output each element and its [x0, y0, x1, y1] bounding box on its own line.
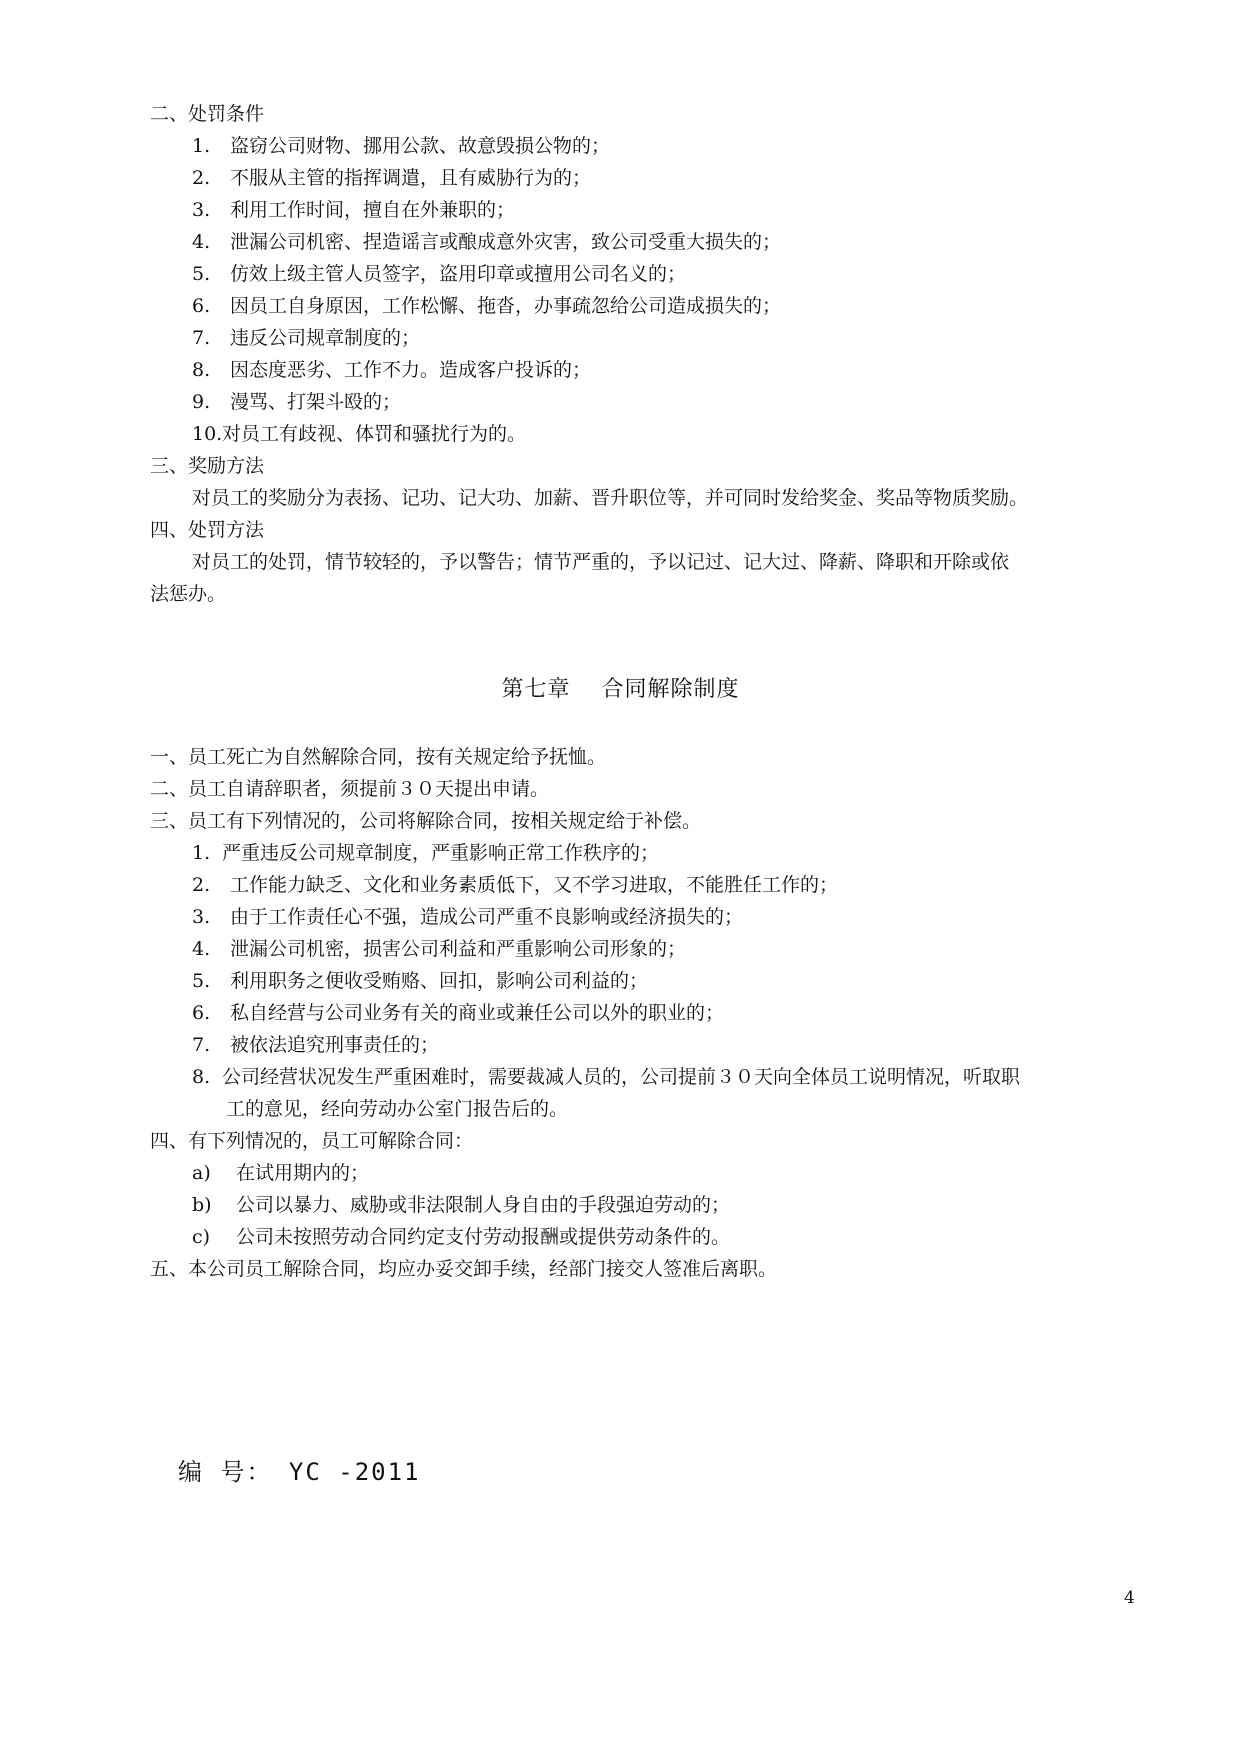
list-item — [192, 1065, 1020, 1089]
list-item — [192, 969, 648, 993]
list-item-text: 在试用期内的； — [236, 1162, 370, 1184]
chapter-title: 第七章 合同解除制度 — [501, 677, 740, 702]
list-item-number: c) — [192, 1226, 211, 1248]
list-item-number: 1. — [192, 842, 211, 864]
list-item-text: 仿效上级主管人员签字，盗用印章或擅用公司名义的； — [230, 263, 687, 285]
page-number: 4 — [1124, 1588, 1135, 1608]
list-item — [192, 294, 781, 318]
list-item-text: 利用工作时间，擅自在外兼职的； — [230, 199, 516, 221]
list-item-number: 6. — [192, 295, 211, 317]
list-item — [192, 262, 686, 286]
list-item — [192, 905, 743, 929]
list-item-text: 私自经营与公司业务有关的商业或兼任公司以外的职业的； — [230, 1002, 725, 1024]
list-item-text: 公司经营状况发生严重困难时，需要裁减人员的，公司提前３０天向全体员工说明情况，听取职 — [222, 1066, 1021, 1088]
list-item — [192, 873, 838, 897]
list-item — [192, 841, 659, 865]
list-item — [192, 1001, 724, 1025]
list-item-text: 违反公司规章制度的； — [230, 327, 421, 349]
clause-heading: 四、有下列情况的，员工可解除合同： — [150, 1130, 474, 1152]
list-item-text: 公司以暴力、威胁或非法限制人身自由的手段强迫劳动的； — [236, 1194, 731, 1216]
list-item-number: 7. — [192, 327, 211, 349]
list-item-continuation: 工的意见，经向劳动办公室门报告后的。 — [226, 1098, 569, 1120]
clause: 二、员工自请辞职者，须提前３０天提出申请。 — [150, 778, 550, 800]
list-item — [192, 1033, 439, 1057]
list-item-number: 5. — [192, 263, 211, 285]
list-item — [192, 166, 591, 190]
list-item-number: b) — [192, 1194, 212, 1216]
list-item — [192, 230, 781, 254]
list-item — [192, 198, 515, 222]
list-item-text: 工作能力缺乏、文化和业务素质低下，又不学习进取，不能胜任工作的； — [230, 874, 839, 896]
list-item-number: 1. — [192, 135, 211, 157]
list-item-text: 利用职务之便收受贿赂、回扣，影响公司利益的； — [230, 970, 649, 992]
list-item-text: 由于工作责任心不强，造成公司严重不良影响或经济损失的； — [230, 906, 744, 928]
paragraph-continuation: 法惩办。 — [150, 583, 227, 605]
list-item-text: 不服从主管的指挥调遣，且有威胁行为的； — [230, 167, 592, 189]
list-item — [192, 937, 686, 961]
list-item-number: 7. — [192, 1034, 211, 1056]
list-item-text: 被依法追究刑事责任的； — [230, 1034, 440, 1056]
section-heading-punish-conditions: 二、处罚条件 — [150, 103, 265, 125]
list-item-number: 2. — [192, 874, 211, 896]
paragraph: 对员工的奖励分为表扬、记功、记大功、加薪、晋升职位等，并可同时发给奖金、奖品等物质奖励。 — [192, 487, 1029, 509]
clause-heading: 三、员工有下列情况的，公司将解除合同，按相关规定给于补偿。 — [150, 810, 702, 832]
list-item — [192, 134, 610, 158]
list-item — [192, 326, 420, 350]
document-number: 编 号： YC -2011 — [178, 1458, 421, 1486]
list-item-number: 9. — [192, 391, 211, 413]
list-item-number: 4. — [192, 938, 211, 960]
clause: 一、员工死亡为自然解除合同，按有关规定给予抚恤。 — [150, 746, 607, 768]
list-item — [192, 358, 591, 382]
list-item — [192, 1225, 730, 1249]
list-item-number: 6. — [192, 1002, 211, 1024]
list-item-number: 8. — [192, 1066, 211, 1088]
list-item — [192, 1193, 730, 1217]
list-item-text: 泄漏公司机密，损害公司利益和严重影响公司形象的； — [230, 938, 687, 960]
list-item-number: 5. — [192, 970, 211, 992]
list-item — [192, 422, 526, 446]
list-item-text: 泄漏公司机密、捏造谣言或酿成意外灾害，致公司受重大损失的； — [230, 231, 782, 253]
list-item-text: 严重违反公司规章制度，严重影响正常工作秩序的； — [222, 842, 660, 864]
list-item-text: 盗窃公司财物、挪用公款、故意毁损公物的； — [230, 135, 611, 157]
paragraph: 对员工的处罚，情节较轻的，予以警告；情节严重的，予以记过、记大过、降薪、降职和开除或依 — [192, 551, 1010, 573]
clause: 五、本公司员工解除合同，均应办妥交卸手续，经部门接交人签准后离职。 — [150, 1258, 778, 1280]
list-item-text: 因态度恶劣、工作不力。造成客户投诉的； — [230, 359, 592, 381]
list-item-text: 对员工有歧视、体罚和骚扰行为的。 — [222, 423, 527, 445]
section-heading-punish-methods: 四、处罚方法 — [150, 519, 265, 541]
section-heading-reward-methods: 三、奖励方法 — [150, 455, 265, 477]
list-item-text: 公司未按照劳动合同约定支付劳动报酬或提供劳动条件的。 — [236, 1226, 731, 1248]
list-item — [192, 390, 401, 414]
list-item-number: a) — [192, 1162, 211, 1184]
list-item-number: 10. — [192, 423, 223, 445]
list-item-number: 2. — [192, 167, 211, 189]
list-item-text: 因员工自身原因，工作松懈、拖沓，办事疏忽给公司造成损失的； — [230, 295, 782, 317]
list-item — [192, 1161, 369, 1185]
list-item-number: 4. — [192, 231, 211, 253]
list-item-text: 漫骂、打架斗殴的； — [230, 391, 402, 413]
list-item-number: 3. — [192, 199, 211, 221]
list-item-number: 3. — [192, 906, 211, 928]
list-item-number: 8. — [192, 359, 211, 381]
